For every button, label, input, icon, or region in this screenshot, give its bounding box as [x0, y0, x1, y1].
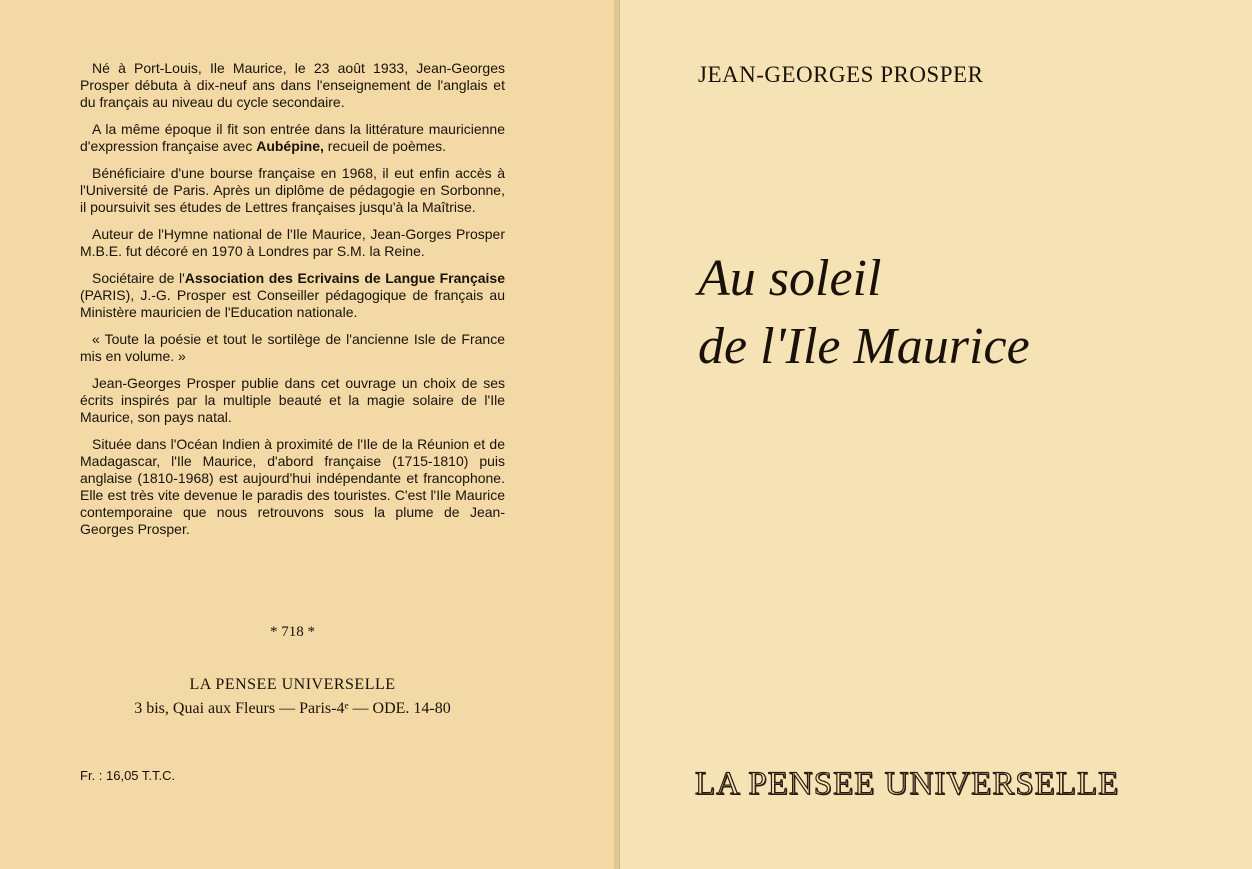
publisher-name: LA PENSEE UNIVERSELLE	[189, 676, 396, 693]
bio-quote: « Toute la poésie et tout le sortilège de l'ancienne Isle de France mis en volume. »	[80, 331, 505, 364]
book-title	[698, 245, 1030, 381]
title-line-2: de l'Ile Maurice	[698, 318, 1030, 375]
front-cover	[620, 0, 1252, 869]
publisher-imprint: LA PENSEE UNIVERSELLE	[695, 766, 1120, 802]
bio-paragraph: Située dans l'Océan Indien à proximité de l'Ile de la Réunion et de Madagascar, l'Ile Maurice, d'abord française (1715-1810) puis anglaise (1810-1968) est aujourd'hui indépendante et francophone. Elle est très vite devenue le paradis des touristes. C'est l'Ile Maurice contemporaine que nous retrouvons sous la plume de Jean-Georges Prosper.	[80, 436, 505, 537]
bio-paragraph: A la même époque il fit son entrée dans la littérature mauricienne d'expression française avec Aubépine, recueil de poèmes.	[80, 121, 505, 154]
association-name: Association des Ecrivains de Langue Française	[184, 270, 505, 286]
bio-paragraph: Auteur de l'Hymne national de l'Ile Maurice, Jean-Gorges Prosper M.B.E. fut décoré en 1970 à Londres par S.M. la Reine.	[80, 226, 505, 259]
author-biography	[80, 60, 505, 548]
author-name: JEAN-GEORGES PROSPER	[698, 62, 984, 87]
book-title-aubepine: Aubépine,	[256, 138, 324, 154]
bio-paragraph: Bénéficiaire d'une bourse française en 1968, il eut enfin accès à l'Université de Paris. Après un diplôme de pédagogie en Sorbonne, il poursuivit ses études de Lettres françaises jusqu'à la Maîtrise.	[80, 165, 505, 215]
publisher-address: 3 bis, Quai aux Fleurs — Paris-4ᵉ — ODE. 14-80	[134, 700, 451, 717]
back-cover	[0, 0, 620, 869]
bio-paragraph: Jean-Georges Prosper publie dans cet ouvrage un choix de ses écrits inspirés par la multiple beauté et la magie solaire de l'Ile Maurice, son pays natal.	[80, 375, 505, 425]
price-label: Fr. : 16,05 T.T.C.	[80, 768, 176, 783]
title-line-1: Au soleil	[698, 250, 882, 307]
serial-number: * 718 *	[270, 624, 315, 640]
bio-paragraph: Sociétaire de l'Association des Ecrivains de Langue Française (PARIS), J.-G. Prosper est Conseiller pédagogique de français au Ministère mauricien de l'Education nationale.	[80, 270, 505, 320]
bio-paragraph: Né à Port-Louis, Ile Maurice, le 23 août 1933, Jean-Georges Prosper débuta à dix-neuf ans dans l'enseignement de l'anglais et du français au niveau du cycle secondaire.	[80, 60, 505, 110]
